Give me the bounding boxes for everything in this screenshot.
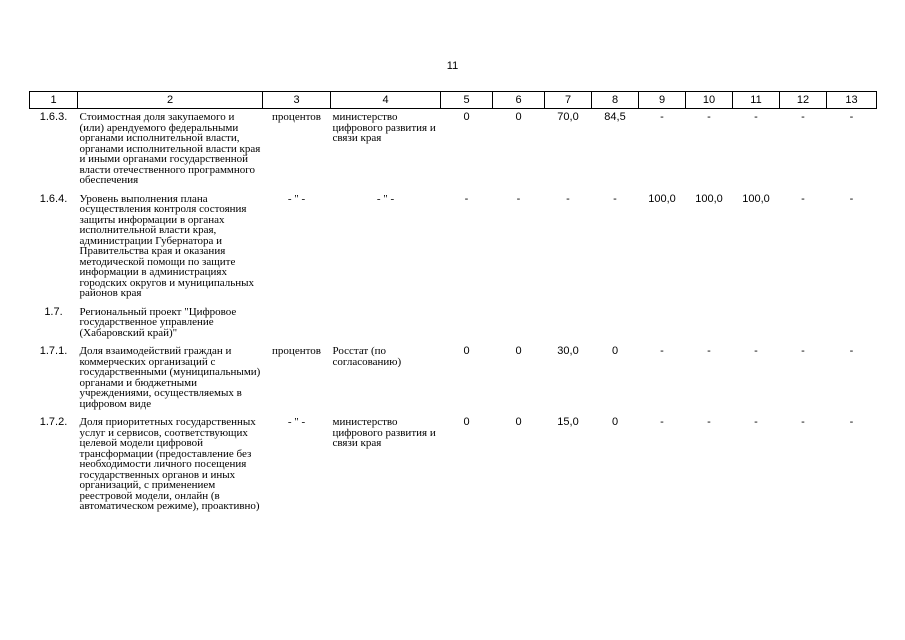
value-cell: -	[566, 192, 570, 205]
value-cell: 70,0	[557, 111, 579, 123]
indicator-name: Доля приоритетных государственных услуг и сервисов, соответствующих целевой модели цифровой трансформации (предоставление без необходимости личного посещения государственных органов и иных организаций, с применением реестровой модели, онлайн (в автоматическом режиме), проактивно)	[79, 416, 260, 512]
responsible-cell: Росстат (по согласованию)	[332, 345, 402, 368]
indicators-table	[29, 91, 877, 517]
value-cell: -	[516, 192, 521, 205]
value-cell: -	[801, 192, 805, 205]
value-cell: -	[613, 192, 617, 205]
column-header: 6	[493, 92, 545, 109]
responsible-cell: министерство цифрового развития и связи края	[332, 111, 436, 144]
table-row	[30, 343, 877, 414]
row-code: 1.6.3.	[39, 111, 68, 123]
column-header: 9	[639, 92, 686, 109]
responsible-cell: министерство цифрового развития и связи края	[332, 416, 436, 449]
unit-cell: процентов	[272, 111, 321, 123]
value-cell: -	[801, 345, 805, 357]
value-cell: 0	[515, 416, 522, 428]
column-header: 1	[30, 92, 78, 109]
row-code: 1.7.	[44, 305, 63, 318]
indicator-name: Доля взаимодействий граждан и коммерческих организаций с государственными (муниципальными) органами и бюджетными учреждениями, осуществляемых в цифровом виде	[79, 345, 261, 410]
column-number-row	[30, 92, 877, 109]
value-cell: -	[707, 111, 711, 123]
section-title: Региональный проект "Цифровое государственное управление (Хабаровский край)"	[79, 305, 237, 339]
column-header: 8	[592, 92, 639, 109]
value-cell: 100,0	[742, 192, 770, 205]
section-row	[30, 304, 877, 344]
row-code: 1.7.1.	[39, 345, 68, 357]
value-cell: 100,0	[695, 192, 723, 205]
column-header: 13	[827, 92, 877, 109]
value-cell: -	[849, 192, 854, 205]
column-header: 12	[780, 92, 827, 109]
value-cell: 30,0	[557, 345, 579, 357]
page-number: 11	[446, 60, 459, 72]
value-cell: 0	[463, 345, 470, 357]
value-cell: 0	[611, 416, 619, 428]
value-cell: -	[707, 345, 711, 357]
value-cell: -	[464, 192, 469, 205]
value-cell: 0	[611, 345, 619, 357]
value-cell: -	[801, 111, 805, 123]
responsible-cell: - " -	[376, 192, 395, 205]
unit-cell: - " -	[287, 416, 306, 428]
value-cell: -	[707, 416, 711, 428]
column-header: 11	[733, 92, 780, 109]
column-header: 5	[441, 92, 493, 109]
value-cell: -	[754, 416, 758, 428]
value-cell: -	[754, 345, 758, 357]
unit-cell: процентов	[272, 345, 321, 357]
value-cell: 0	[515, 345, 522, 357]
value-cell: 0	[463, 416, 470, 428]
indicator-name: Стоимостная доля закупаемого и (или) арендуемого федеральными органами исполнительной власти, органами исполнительной власти края и иными органами государственной власти отечественного программного обеспечения	[79, 111, 261, 186]
value-cell: -	[660, 345, 664, 357]
table-row	[30, 109, 877, 191]
value-cell: 84,5	[604, 111, 626, 123]
value-cell: 15,0	[557, 416, 579, 428]
column-header: 3	[263, 92, 331, 109]
row-code: 1.6.4.	[39, 192, 68, 205]
value-cell: -	[754, 111, 758, 123]
column-header: 7	[545, 92, 592, 109]
value-cell: -	[660, 111, 664, 123]
value-cell: 100,0	[648, 192, 676, 205]
column-header: 2	[78, 92, 263, 109]
column-header: 10	[686, 92, 733, 109]
value-cell: -	[660, 416, 664, 428]
value-cell: -	[849, 345, 854, 357]
value-cell: 0	[463, 111, 470, 123]
value-cell: -	[849, 416, 854, 428]
table-row	[30, 414, 877, 517]
column-header: 4	[331, 92, 441, 109]
row-code: 1.7.2.	[39, 416, 68, 428]
table-row	[30, 191, 877, 304]
value-cell: 0	[515, 111, 522, 123]
value-cell: -	[801, 416, 805, 428]
unit-cell: - " -	[287, 192, 306, 205]
value-cell: -	[849, 111, 854, 123]
indicator-name: Уровень выполнения плана осуществления контроля состояния защиты информации в органах исполнительной власти края, администрации Губернатора и Правительства края и оказания методической помощи по защите информации в администрациях городских округов и муниципальных районов края	[79, 192, 255, 299]
